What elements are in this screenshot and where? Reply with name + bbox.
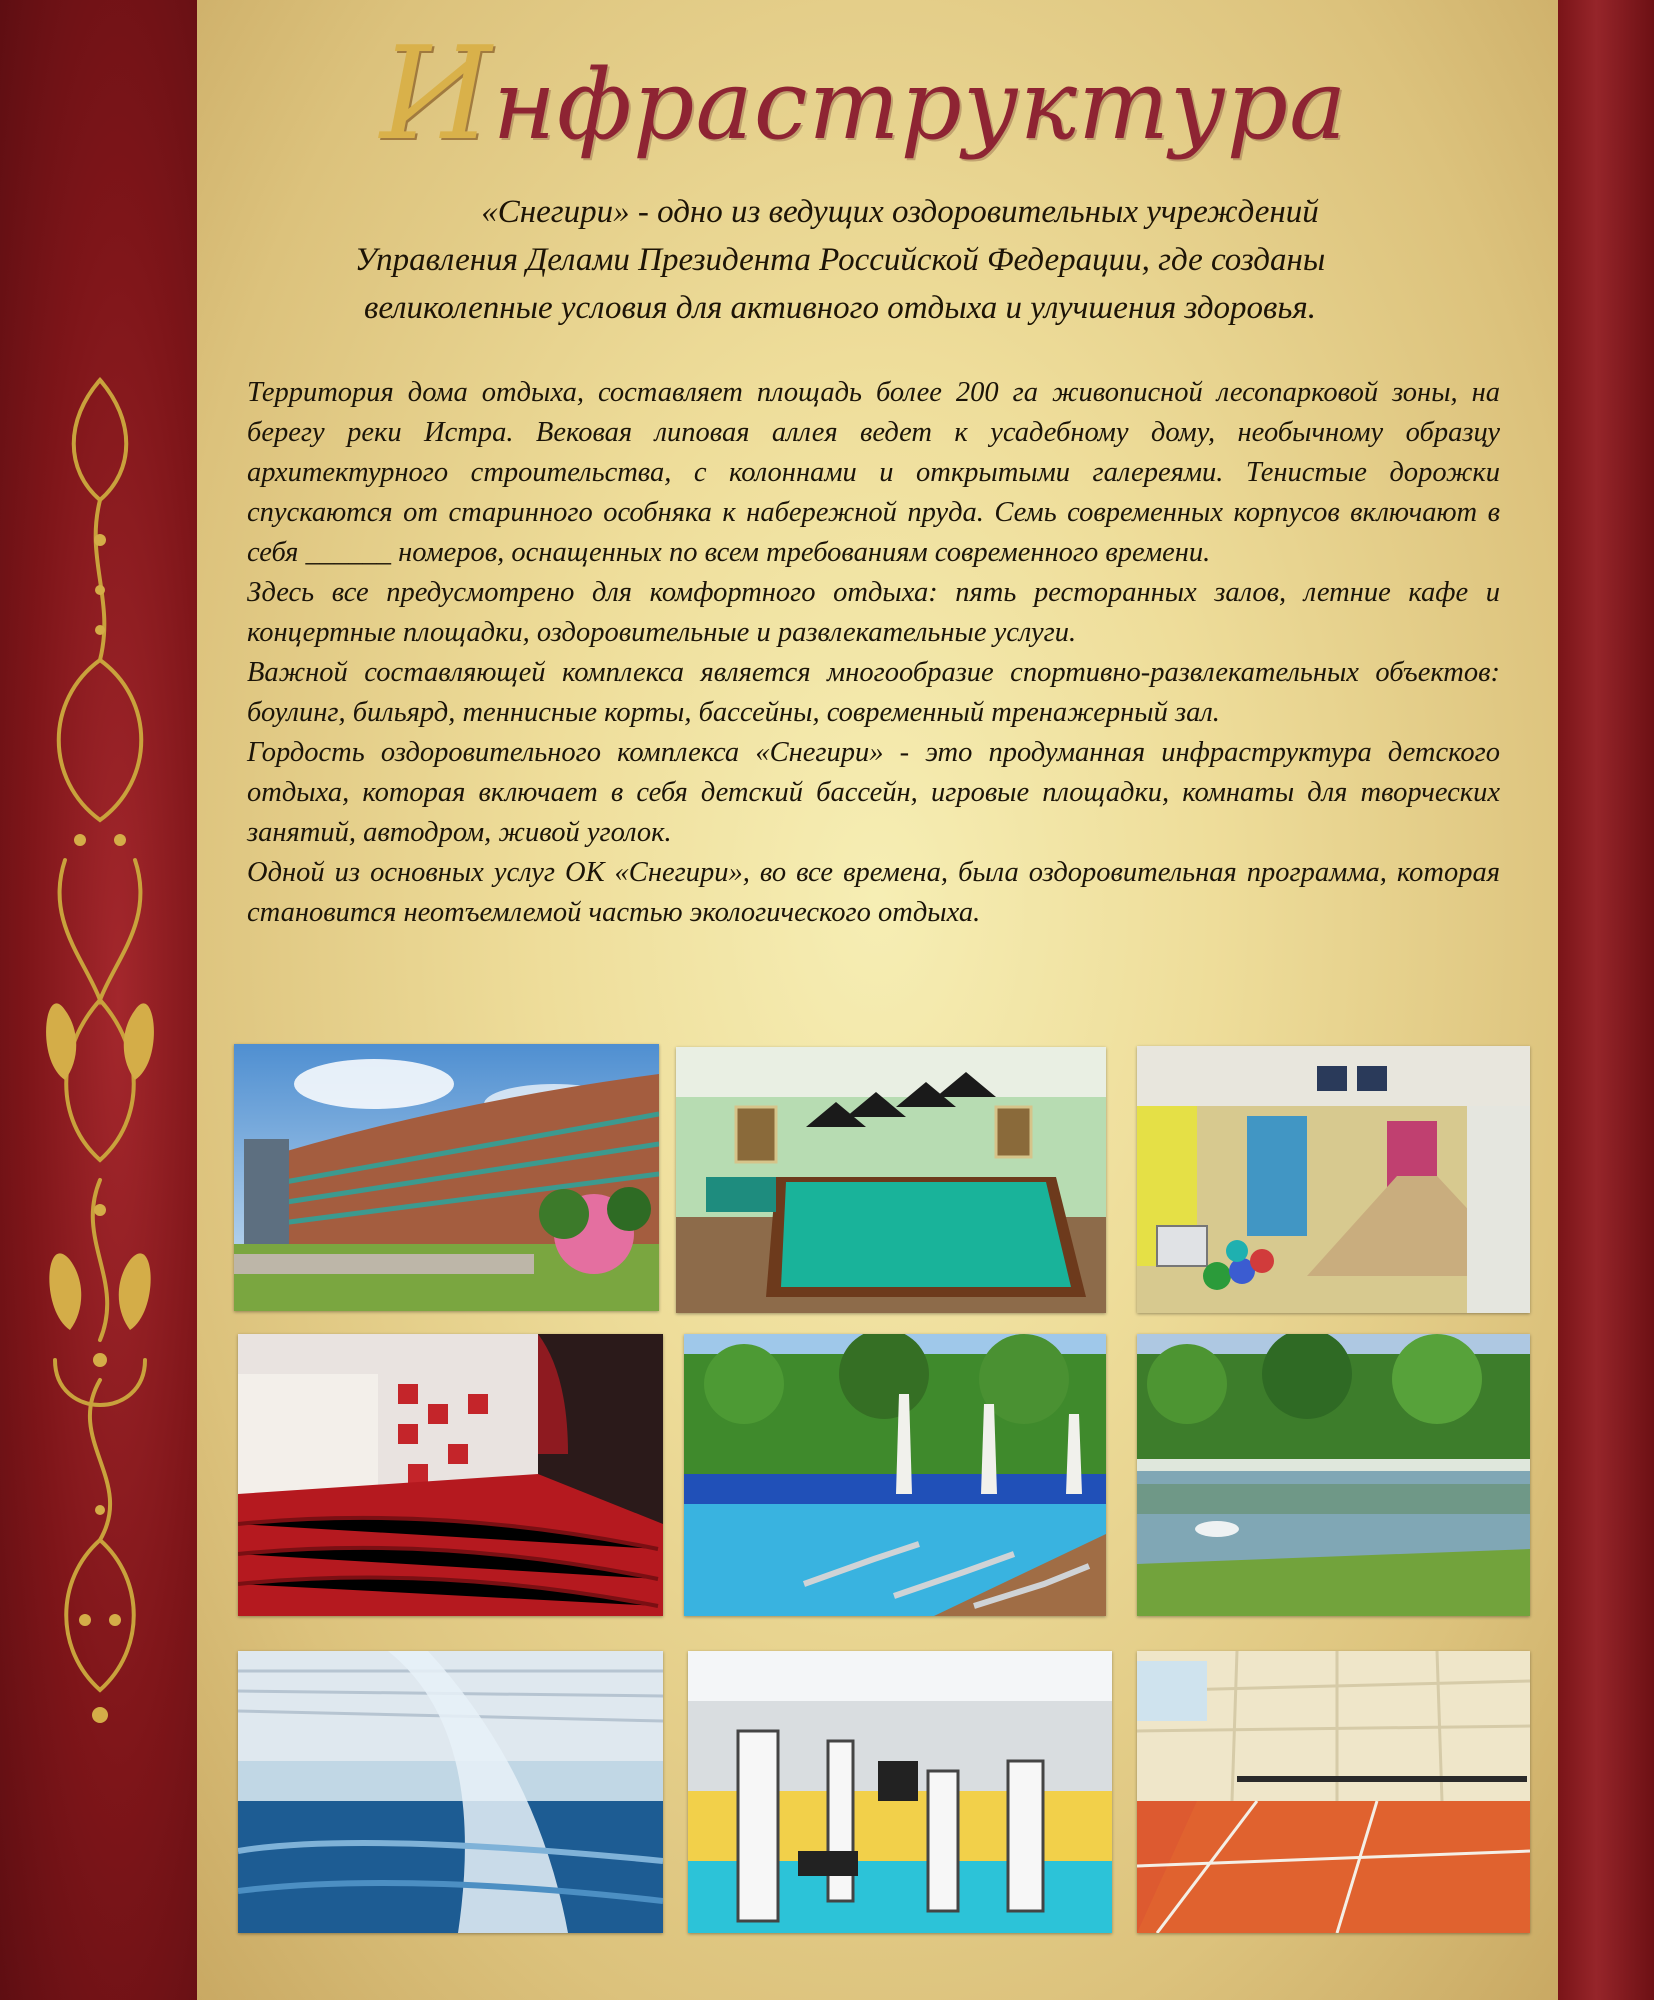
title-initial: И [380, 20, 493, 169]
photo-indoor-pool-fountain [238, 1651, 663, 1933]
intro-paragraph [240, 188, 1440, 332]
gold-floral-ornament [25, 360, 175, 1740]
paragraph-health: Одной из основных услуг ОК «Снегири», во все времена, была оздоровительная программа, которая становится неотъемлемой частью экологического отдыха. [247, 857, 1500, 928]
photo-bowling-alley [1137, 1046, 1530, 1313]
photo-concert-hall [238, 1334, 663, 1616]
photo-hotel-building [234, 1044, 659, 1311]
intro-line-2: Управления Делами Президента Российской Федерации, где созданы [354, 242, 1326, 278]
photo-sports-hall [1137, 1651, 1530, 1933]
paragraph-comfort: Здесь все предусмотрено для комфортного отдыха: пять ресторанных залов, летние кафе и концертные площадки, оздоровительные и развлекательные услуги. [247, 577, 1500, 648]
page-title [380, 20, 1348, 170]
photo-gym [688, 1651, 1112, 1933]
left-red-border [0, 0, 197, 2000]
paragraph-sports: Важной составляющей комплекса является многообразие спортивно-развлекательных объектов: боулинг, бильярд, теннисные корты, бассейны, современный тренажерный зал. [247, 657, 1500, 728]
paragraph-children: Гордость оздоровительного комплекса «Снегири» - это продуманная инфраструктура детского отдыха, которая включает в себя детский бассейн, игровые площадки, комнаты для творческих занятий, автодром, живой уголок. [247, 737, 1500, 848]
right-red-border [1558, 0, 1654, 2000]
intro-line-3: великолепные условия для активного отдыха и улучшения здоровья. [364, 290, 1316, 326]
photo-billiard-room [676, 1047, 1106, 1313]
paragraph-territory: Территория дома отдыха, составляет площадь более 200 га живописной лесопарковой зоны, на берегу реки Истра. Вековая липовая аллея ведет к усадебному дому, необычному образцу архитектурного строительства, с колоннами и открытыми галереями. Тенистые дорожки спускаются от старинного особняка к набережной пруда. Семь современных корпусов включают в себя ______ номеров, оснащенных по всем требованиям современного времени. [247, 377, 1500, 568]
intro-line-1: «Снегири» - одно из ведущих оздоровительных учреждений [481, 194, 1319, 230]
photo-pond-boat [1137, 1334, 1530, 1616]
title-rest: нфраструктура [492, 49, 1348, 161]
body-text [247, 373, 1500, 933]
photo-outdoor-pool [684, 1334, 1106, 1616]
